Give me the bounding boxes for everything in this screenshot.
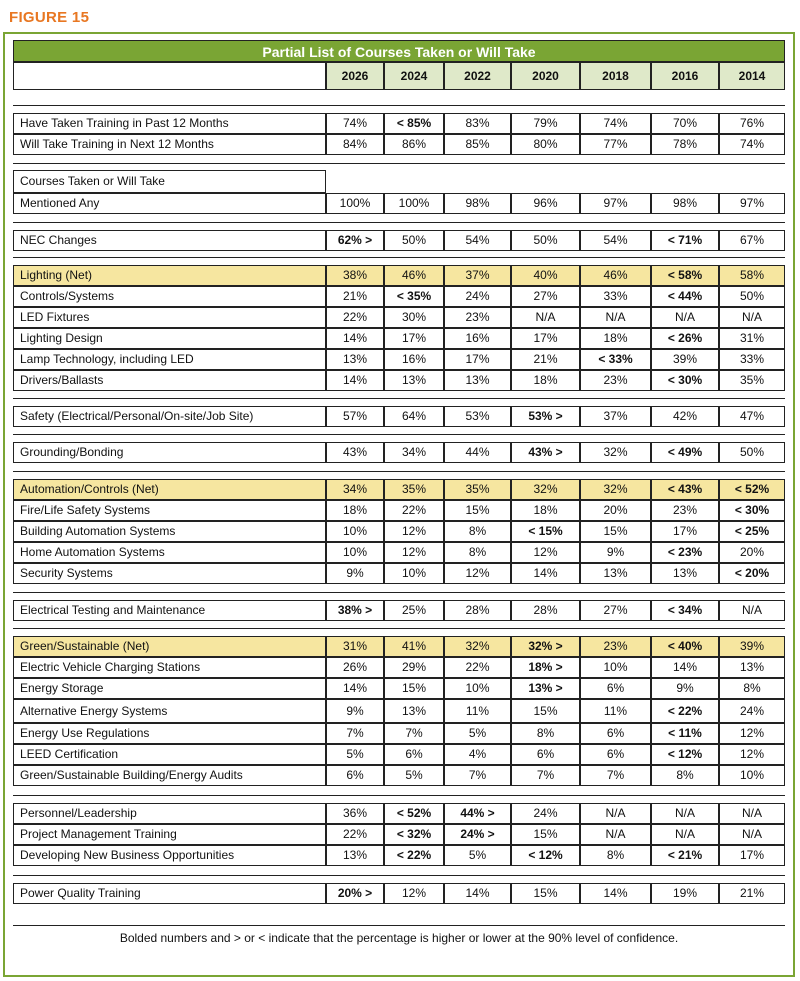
table-cell: N/A [580, 824, 651, 845]
table-cell: 31% [719, 328, 785, 349]
separator-line [13, 471, 785, 472]
separator-line [13, 398, 785, 399]
table-cell: < 25% [719, 521, 785, 542]
table-cell: 9% [326, 699, 384, 723]
table-cell: 43% [326, 442, 384, 463]
table-cell: 32% [580, 479, 651, 500]
table-cell: 35% [384, 479, 444, 500]
table-cell: N/A [511, 307, 580, 328]
table-cell: 16% [444, 328, 511, 349]
table-cell: 28% [444, 600, 511, 621]
table-cell: 16% [384, 349, 444, 370]
table-cell: 29% [384, 657, 444, 678]
table-cell: 13% [444, 370, 511, 391]
table-cell: 17% [719, 845, 785, 866]
separator-line [13, 163, 785, 164]
table-cell: 43% > [511, 442, 580, 463]
table-cell: 17% [384, 328, 444, 349]
table-cell: < 12% [651, 744, 719, 765]
table-cell: 40% [511, 265, 580, 286]
row-label: Electric Vehicle Charging Stations [13, 657, 326, 678]
table-cell: 7% [384, 723, 444, 744]
table-cell: 57% [326, 406, 384, 427]
table-cell: 18% > [511, 657, 580, 678]
table-cell: 13% [651, 563, 719, 584]
table-cell: 10% [444, 678, 511, 699]
table-cell: 98% [444, 193, 511, 214]
table-cell: 98% [651, 193, 719, 214]
table-cell: 23% [580, 370, 651, 391]
table-cell: 26% [326, 657, 384, 678]
table-cell: 7% [511, 765, 580, 786]
table-cell: 70% [651, 113, 719, 134]
table-cell: 74% [719, 134, 785, 155]
row-label: Grounding/Bonding [13, 442, 326, 463]
table-cell: 5% [326, 744, 384, 765]
table-cell: 96% [511, 193, 580, 214]
table-cell: N/A [651, 307, 719, 328]
table-cell: 67% [719, 230, 785, 251]
table-cell: 31% [326, 636, 384, 657]
table-cell: 20% [580, 500, 651, 521]
row-label: Safety (Electrical/Personal/On-site/Job Site) [13, 406, 326, 427]
table-cell: N/A [719, 600, 785, 621]
table-cell: 21% [511, 349, 580, 370]
table-cell: 14% [326, 328, 384, 349]
table-cell: 5% [384, 765, 444, 786]
table-cell: 10% [326, 521, 384, 542]
table-cell: 17% [444, 349, 511, 370]
table-cell: 13% [326, 349, 384, 370]
table-cell: 17% [511, 328, 580, 349]
table-cell: 13% [384, 699, 444, 723]
table-cell: 8% [651, 765, 719, 786]
row-label: Security Systems [13, 563, 326, 584]
table-cell: 36% [326, 803, 384, 824]
table-cell: 35% [444, 479, 511, 500]
row-label: Green/Sustainable Building/Energy Audits [13, 765, 326, 786]
table-cell: 5% [444, 845, 511, 866]
table-cell: 97% [580, 193, 651, 214]
table-cell: 22% [326, 307, 384, 328]
separator-line [13, 222, 785, 223]
table-cell: 6% [580, 678, 651, 699]
row-label: Lighting Design [13, 328, 326, 349]
table-cell: N/A [580, 307, 651, 328]
table-cell: N/A [719, 307, 785, 328]
table-cell: 22% [444, 657, 511, 678]
table-cell: < 22% [384, 845, 444, 866]
table-cell: 17% [651, 521, 719, 542]
table-cell: 12% [384, 883, 444, 904]
table-cell: 84% [326, 134, 384, 155]
table-cell: < 44% [651, 286, 719, 307]
table-cell: 10% [326, 542, 384, 563]
row-label: Will Take Training in Next 12 Months [13, 134, 326, 155]
table-cell: 54% [580, 230, 651, 251]
table-cell: 8% [719, 678, 785, 699]
table-cell: N/A [651, 803, 719, 824]
table-cell: 13% > [511, 678, 580, 699]
table-cell: 19% [651, 883, 719, 904]
row-label: Power Quality Training [13, 883, 326, 904]
row-label: Automation/Controls (Net) [13, 479, 326, 500]
table-cell: 4% [444, 744, 511, 765]
row-label: Developing New Business Opportunities [13, 845, 326, 866]
table-cell: 27% [511, 286, 580, 307]
table-cell: 24% [444, 286, 511, 307]
table-cell: 11% [580, 699, 651, 723]
table-cell: 9% [651, 678, 719, 699]
row-label: Home Automation Systems [13, 542, 326, 563]
table-cell: 53% [444, 406, 511, 427]
separator-line [13, 795, 785, 796]
table-cell: 25% [384, 600, 444, 621]
table-cell: 14% [580, 883, 651, 904]
table-cell: 14% [651, 657, 719, 678]
table-cell: < 15% [511, 521, 580, 542]
table-cell: 7% [326, 723, 384, 744]
row-label: LEED Certification [13, 744, 326, 765]
table-cell: 38% > [326, 600, 384, 621]
table-cell: < 34% [651, 600, 719, 621]
table-cell: < 12% [511, 845, 580, 866]
table-cell: 44% [444, 442, 511, 463]
table-cell: < 30% [719, 500, 785, 521]
table-cell: 14% [326, 370, 384, 391]
figure-label: FIGURE 15 [9, 9, 90, 26]
column-header: 2026 [326, 62, 384, 90]
table-cell: 14% [511, 563, 580, 584]
table-cell: 38% [326, 265, 384, 286]
separator-line [13, 628, 785, 629]
table-cell: 12% [384, 542, 444, 563]
table-cell: 12% [444, 563, 511, 584]
footnote: Bolded numbers and > or < indicate that the percentage is higher or lower at the 90% level of confidence. [119, 931, 679, 945]
table-cell: 23% [444, 307, 511, 328]
table-cell: 79% [511, 113, 580, 134]
table-cell: 12% [384, 521, 444, 542]
table-cell: < 32% [384, 824, 444, 845]
table-cell: 74% [326, 113, 384, 134]
column-header: 2022 [444, 62, 511, 90]
table-cell: 18% [326, 500, 384, 521]
separator-line [13, 875, 785, 876]
table-cell: < 52% [719, 479, 785, 500]
table-cell: < 71% [651, 230, 719, 251]
table-title: Partial List of Courses Taken or Will Take [13, 40, 785, 62]
table-cell: 24% > [444, 824, 511, 845]
row-label: Mentioned Any [13, 193, 326, 214]
table-cell: 13% [719, 657, 785, 678]
table-cell: 23% [651, 500, 719, 521]
table-cell: 46% [580, 265, 651, 286]
row-label: Drivers/Ballasts [13, 370, 326, 391]
table-cell: 13% [384, 370, 444, 391]
table-cell: 46% [384, 265, 444, 286]
separator-line [13, 592, 785, 593]
table-cell: < 26% [651, 328, 719, 349]
table-cell: 50% [719, 442, 785, 463]
table-cell: N/A [580, 803, 651, 824]
table-cell: 23% [580, 636, 651, 657]
row-label: Lighting (Net) [13, 265, 326, 286]
table-cell: 47% [719, 406, 785, 427]
table-cell: 20% > [326, 883, 384, 904]
table-cell: 6% [384, 744, 444, 765]
table-cell: 33% [580, 286, 651, 307]
table-cell: 50% [384, 230, 444, 251]
table-cell: 76% [719, 113, 785, 134]
table-cell: 27% [580, 600, 651, 621]
table-cell: 30% [384, 307, 444, 328]
table-cell: 83% [444, 113, 511, 134]
table-cell: N/A [719, 803, 785, 824]
table-cell: 35% [719, 370, 785, 391]
table-cell: 15% [444, 500, 511, 521]
table-cell: 7% [580, 765, 651, 786]
table-cell: 77% [580, 134, 651, 155]
row-label: Alternative Energy Systems [13, 699, 326, 723]
column-header: 2016 [651, 62, 719, 90]
table-cell: 39% [719, 636, 785, 657]
table-cell: 14% [444, 883, 511, 904]
table-cell: 8% [580, 845, 651, 866]
table-cell: 15% [384, 678, 444, 699]
column-header: 2024 [384, 62, 444, 90]
table-cell: 18% [580, 328, 651, 349]
table-cell: 33% [719, 349, 785, 370]
column-header: 2014 [719, 62, 785, 90]
table-cell: 39% [651, 349, 719, 370]
table-cell: 74% [580, 113, 651, 134]
table-cell: 9% [326, 563, 384, 584]
table-cell: 18% [511, 500, 580, 521]
separator-line [13, 434, 785, 435]
table-cell: 20% [719, 542, 785, 563]
table-cell: 5% [444, 723, 511, 744]
table-cell: < 20% [719, 563, 785, 584]
table-cell: 41% [384, 636, 444, 657]
table-cell: 97% [719, 193, 785, 214]
table-cell: 13% [326, 845, 384, 866]
row-label: Electrical Testing and Maintenance [13, 600, 326, 621]
table-cell: 53% > [511, 406, 580, 427]
table-cell: 28% [511, 600, 580, 621]
table-cell: 100% [384, 193, 444, 214]
table-cell: 34% [326, 479, 384, 500]
table-cell: 13% [580, 563, 651, 584]
table-cell: 9% [580, 542, 651, 563]
row-label: Controls/Systems [13, 286, 326, 307]
table-cell: < 21% [651, 845, 719, 866]
table-cell: 58% [719, 265, 785, 286]
table-cell: 78% [651, 134, 719, 155]
separator-line [13, 257, 785, 258]
table-cell: 6% [580, 723, 651, 744]
table-cell: 7% [444, 765, 511, 786]
table-cell: < 33% [580, 349, 651, 370]
table-cell: < 23% [651, 542, 719, 563]
table-cell: 22% [326, 824, 384, 845]
table-cell: 86% [384, 134, 444, 155]
table-cell: 24% [719, 699, 785, 723]
table-cell: 6% [580, 744, 651, 765]
table-cell: 10% [719, 765, 785, 786]
column-header: 2020 [511, 62, 580, 90]
table-cell: 37% [580, 406, 651, 427]
table-cell: 14% [326, 678, 384, 699]
table-cell: 44% > [444, 803, 511, 824]
table-cell: 80% [511, 134, 580, 155]
table-cell: 6% [511, 744, 580, 765]
row-label: Fire/Life Safety Systems [13, 500, 326, 521]
table-cell: 10% [384, 563, 444, 584]
separator-line [13, 105, 785, 106]
table-cell: 12% [719, 723, 785, 744]
table-cell: 50% [719, 286, 785, 307]
table-cell: 37% [444, 265, 511, 286]
table-cell: 12% [719, 744, 785, 765]
footnote-divider [13, 925, 785, 926]
row-label: Green/Sustainable (Net) [13, 636, 326, 657]
row-label: Project Management Training [13, 824, 326, 845]
table-cell: 15% [511, 824, 580, 845]
row-label: Building Automation Systems [13, 521, 326, 542]
table-cell: < 35% [384, 286, 444, 307]
table-cell: 62% > [326, 230, 384, 251]
table-cell: 15% [511, 699, 580, 723]
section-label: Courses Taken or Will Take [13, 170, 326, 193]
table-cell: 32% [444, 636, 511, 657]
table-cell: 32% [511, 479, 580, 500]
row-label: NEC Changes [13, 230, 326, 251]
table-cell: < 52% [384, 803, 444, 824]
table-cell: 50% [511, 230, 580, 251]
table-cell: < 30% [651, 370, 719, 391]
row-label: Have Taken Training in Past 12 Months [13, 113, 326, 134]
table-cell: 22% [384, 500, 444, 521]
table-cell: 32% [580, 442, 651, 463]
table-cell: 11% [444, 699, 511, 723]
table-cell: 100% [326, 193, 384, 214]
table-cell: N/A [651, 824, 719, 845]
row-label: Personnel/Leadership [13, 803, 326, 824]
table-cell: < 40% [651, 636, 719, 657]
table-cell: 8% [511, 723, 580, 744]
row-label: LED Fixtures [13, 307, 326, 328]
column-header: 2018 [580, 62, 651, 90]
table-cell: 8% [444, 521, 511, 542]
table-cell: 64% [384, 406, 444, 427]
table-cell: 54% [444, 230, 511, 251]
table-cell: < 85% [384, 113, 444, 134]
table-cell: 15% [580, 521, 651, 542]
table-cell: < 43% [651, 479, 719, 500]
row-label: Energy Storage [13, 678, 326, 699]
table-cell: 6% [326, 765, 384, 786]
table-cell: < 49% [651, 442, 719, 463]
table-cell: 42% [651, 406, 719, 427]
table-cell: 32% > [511, 636, 580, 657]
table-cell: N/A [719, 824, 785, 845]
header-label-cell [13, 62, 326, 90]
row-label: Lamp Technology, including LED [13, 349, 326, 370]
table-cell: 15% [511, 883, 580, 904]
table-cell: < 58% [651, 265, 719, 286]
table-cell: 24% [511, 803, 580, 824]
table-cell: 12% [511, 542, 580, 563]
table-cell: < 11% [651, 723, 719, 744]
table-cell: 21% [719, 883, 785, 904]
table-cell: 21% [326, 286, 384, 307]
table-cell: < 22% [651, 699, 719, 723]
table-cell: 34% [384, 442, 444, 463]
table-cell: 8% [444, 542, 511, 563]
table-cell: 18% [511, 370, 580, 391]
table-cell: 85% [444, 134, 511, 155]
table-cell: 10% [580, 657, 651, 678]
row-label: Energy Use Regulations [13, 723, 326, 744]
